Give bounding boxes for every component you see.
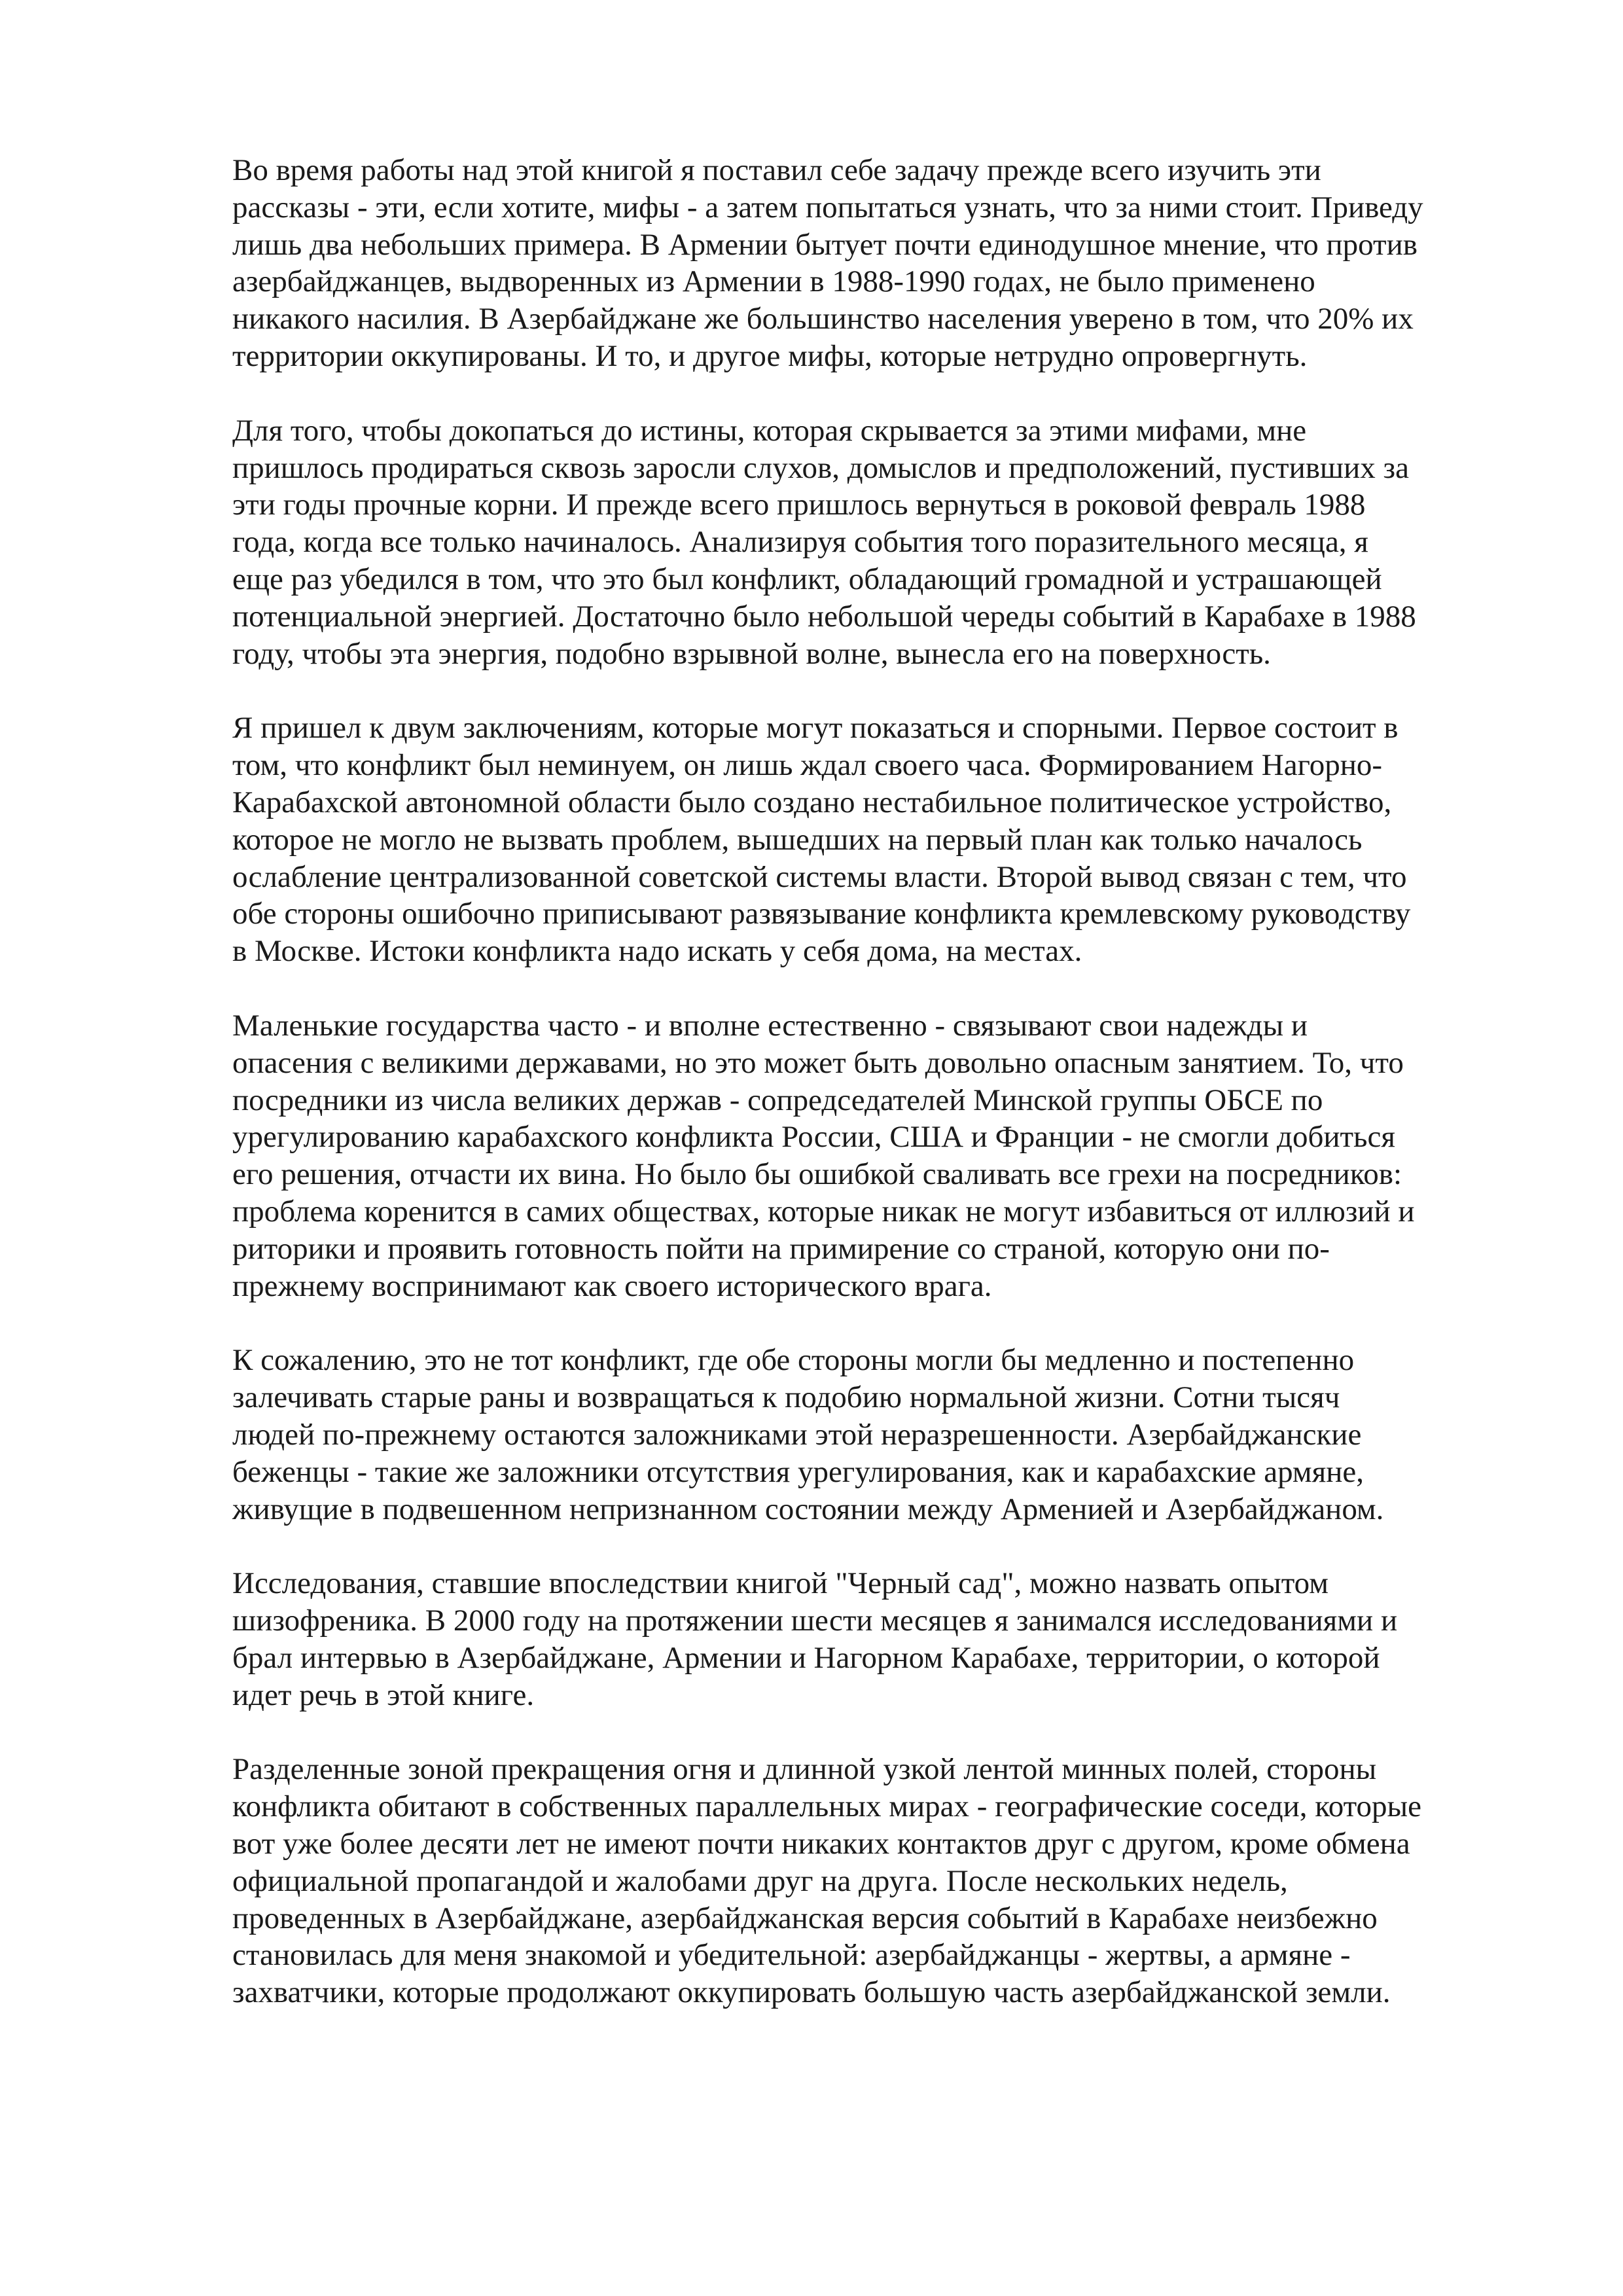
text-line: идет речь в этой книге. xyxy=(232,1677,535,1712)
text-line: обе стороны ошибочно приписывают развязывание конфликта кремлевскому руководству xyxy=(232,897,1411,931)
text-line: никакого насилия. В Азербайджане же большинство населения уверено в том, что 20% их xyxy=(232,302,1414,336)
text-line: риторики и проявить готовность пойти на примирение со страной, которую они по- xyxy=(232,1231,1330,1266)
text-line: территории оккупированы. И то, и другое мифы, которые нетрудно опровергнуть. xyxy=(232,338,1308,373)
text-line: прежнему воспринимают как своего исторического врага. xyxy=(232,1268,992,1303)
text-line: посредники из числа великих держав - сопредседателей Минской группы ОБСЕ по xyxy=(232,1083,1323,1117)
text-line: потенциальной энергией. Достаточно было небольшой череды событий в Карабахе в 1988 xyxy=(232,599,1416,634)
text-line: года, когда все только начиналось. Анализируя события того поразительного месяца, я xyxy=(232,525,1368,560)
paragraph xyxy=(232,1565,1508,1713)
paragraph xyxy=(232,1751,1508,2011)
text-line: официальной пропагандой и жалобами друг на друга. После нескольких недель, xyxy=(232,1863,1288,1898)
text-line: Я пришел к двум заключениям, которые могут показаться и спорными. Первое состоит в xyxy=(232,711,1399,745)
text-line: залечивать старые раны и возвращаться к подобию нормальной жизни. Сотни тысяч xyxy=(232,1380,1340,1415)
text-line: шизофреника. В 2000 году на протяжении шести месяцев я занимался исследованиями и xyxy=(232,1604,1398,1638)
paragraph xyxy=(232,1007,1508,1304)
text-line: рассказы - эти, если хотите, мифы - а затем попытаться узнать, что за ними стоит. Приведу xyxy=(232,190,1423,224)
text-line: том, что конфликт был неминуем, он лишь ждал своего часа. Формированием Нагорно- xyxy=(232,748,1382,783)
text-line: проведенных в Азербайджане, азербайджанская версия событий в Карабахе неизбежно xyxy=(232,1901,1378,1935)
text-line: эти годы прочные корни. И прежде всего пришлось вернуться в роковой февраль 1988 xyxy=(232,488,1366,522)
text-line: вот уже более десяти лет не имеют почти никаких контактов друг с другом, кроме обмена xyxy=(232,1827,1410,1861)
text-line: К сожалению, это не тот конфликт, где обе стороны могли бы медленно и постепенно xyxy=(232,1343,1355,1378)
text-line: проблема коренится в самих обществах, которые никак не могут избавиться от иллюзий и xyxy=(232,1194,1415,1229)
text-line: Маленькие государства часто - и вполне естественно - связывают свои надежды и xyxy=(232,1008,1308,1043)
text-line: конфликта обитают в собственных параллельных мирах - географические соседи, которые xyxy=(232,1789,1421,1824)
text-line: захватчики, которые продолжают оккупировать большую часть азербайджанской земли. xyxy=(232,1975,1391,2010)
text-line: пришлось продираться сквозь заросли слухов, домыслов и предположений, пустивших за xyxy=(232,450,1409,485)
text-line: Исследования, ставшие впоследствии книгой "Черный сад", можно назвать опытом xyxy=(232,1566,1329,1601)
text-line: году, чтобы эта энергия, подобно взрывной волне, вынесла его на поверхность. xyxy=(232,636,1271,671)
paragraph xyxy=(232,152,1508,375)
text-line: урегулированию карабахского конфликта России, США и Франции - не смогли добиться xyxy=(232,1120,1395,1155)
text-line: в Москве. Истоки конфликта надо искать у себя дома, на местах. xyxy=(232,934,1082,969)
text-line: Разделенные зоной прекращения огня и длинной узкой лентой минных полей, стороны xyxy=(232,1752,1377,1787)
text-line: которое не могло не вызвать проблем, вышедших на первый план как только началось xyxy=(232,822,1363,857)
paragraph xyxy=(232,1342,1508,1528)
text-line: живущие в подвешенном непризнанном состоянии между Арменией и Азербайджаном. xyxy=(232,1492,1384,1526)
text-line: становилась для меня знакомой и убедительной: азербайджанцы - жертвы, а армяне - xyxy=(232,1938,1351,1973)
text-line: еще раз убедился в том, что это был конфликт, обладающий громадной и устрашающей xyxy=(232,562,1382,596)
text-line: Карабахской автономной области было создано нестабильное политическое устройство, xyxy=(232,785,1392,819)
text-line: людей по-прежнему остаются заложниками этой неразрешенности. Азербайджанские xyxy=(232,1417,1362,1452)
text-line: лишь два небольших примера. В Армении бытует почти единодушное мнение, что против xyxy=(232,227,1418,262)
text-line: азербайджанцев, выдворенных из Армении в 1988-1990 годах, не было применено xyxy=(232,264,1315,299)
text-line: беженцы - такие же заложники отсутствия урегулирования, как и карабахские армяне, xyxy=(232,1454,1364,1489)
text-line: опасения с великими державами, но это может быть довольно опасным занятием. То, что xyxy=(232,1045,1404,1080)
text-line: Для того, чтобы докопаться до истины, которая скрывается за этими мифами, мне xyxy=(232,413,1307,448)
paragraph xyxy=(232,412,1508,673)
text-line: брал интервью в Азербайджане, Армении и Нагорном Карабахе, территории, о которой xyxy=(232,1640,1380,1675)
body-text xyxy=(232,152,1508,2049)
text-line: Во время работы над этой книгой я поставил себе задачу прежде всего изучить эти xyxy=(232,153,1321,187)
text-line: ослабление централизованной советской системы власти. Второй вывод связан с тем, что xyxy=(232,859,1407,894)
text-line: его решения, отчасти их вина. Но было бы ошибкой сваливать все грехи на посредников: xyxy=(232,1157,1402,1192)
paragraph xyxy=(232,709,1508,970)
